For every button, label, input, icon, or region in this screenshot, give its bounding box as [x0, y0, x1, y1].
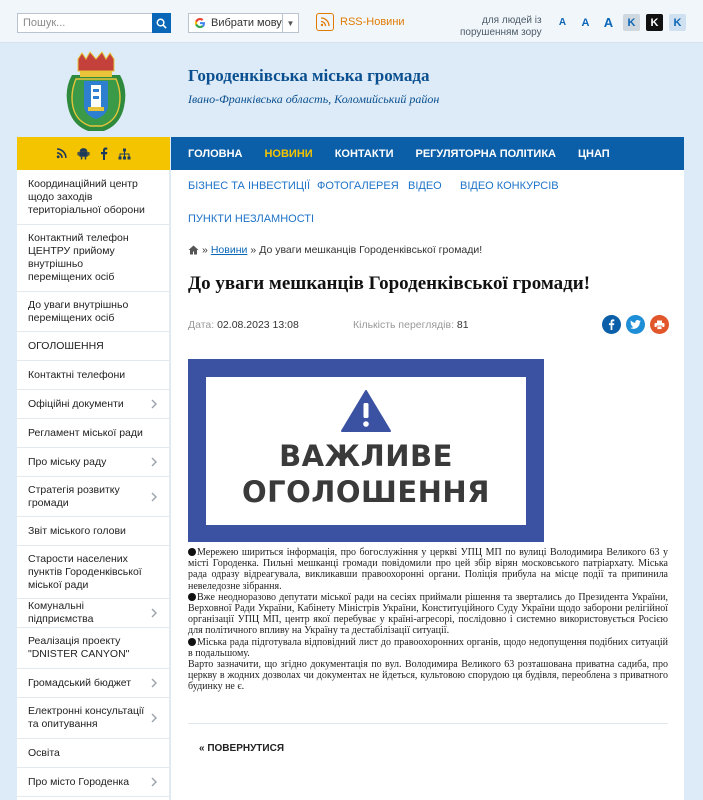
share-twitter-button[interactable]	[626, 315, 645, 334]
breadcrumb-current: До уваги мешканців Городенківської громади!	[259, 244, 483, 256]
chevron-right-icon	[148, 456, 160, 468]
font-medium-button[interactable]: A	[581, 16, 590, 29]
sidebar-item-label: ОГОЛОШЕННЯ	[28, 339, 104, 352]
sidebar-item-elders[interactable]	[17, 546, 169, 599]
facebook-icon[interactable]	[100, 147, 108, 160]
search-button[interactable]	[152, 13, 171, 33]
contrast-default-button[interactable]: K	[623, 14, 640, 31]
accessibility-text-line2: порушенням зору	[460, 27, 542, 38]
sidebar-item-label: Про міську раду	[28, 455, 107, 468]
sidebar-item-label: Електронні консультації та опитування	[28, 705, 145, 730]
banner-title-line1: ВАЖЛИВЕ	[279, 439, 453, 473]
main-content	[171, 170, 684, 800]
share-buttons	[602, 315, 669, 334]
nav-item-news[interactable]: НОВИНИ	[264, 147, 313, 160]
rss-label: RSS-Новини	[340, 16, 405, 28]
sidebar-item-territorial-defense[interactable]	[17, 170, 169, 225]
sidebar-item-label: Комунальні підприємства	[28, 600, 94, 625]
article-date	[188, 319, 299, 331]
chevron-down-icon: ▼	[282, 14, 298, 32]
accessibility-label	[460, 15, 542, 39]
sub-nav-photo-gallery[interactable]: ФОТОГАЛЕРЕЯ	[317, 180, 399, 192]
sidebar-item-label: Офіційні документи	[28, 397, 124, 410]
search-icon	[156, 18, 167, 29]
back-button[interactable]: « ПОВЕРНУТИСЯ	[199, 743, 285, 754]
article-paragraph	[188, 547, 668, 592]
chevron-right-icon	[148, 491, 160, 503]
sub-nav-business[interactable]: БІЗНЕС ТА ІНВЕСТИЦІЇ	[188, 180, 311, 192]
sidebar-item-public-budget[interactable]	[17, 669, 169, 698]
social-bar	[17, 137, 170, 170]
coat-of-arms-logo[interactable]	[62, 49, 130, 134]
bullet-icon	[188, 593, 196, 601]
breadcrumb-news-link[interactable]: Новини	[210, 244, 248, 256]
sidebar-item-idp-phone[interactable]	[17, 225, 169, 292]
date-value: 02.08.2023 13:08	[217, 319, 299, 331]
sidebar-item-label: Регламент міської ради	[28, 426, 143, 439]
chevron-right-icon	[148, 712, 160, 724]
font-small-button[interactable]: A	[558, 17, 567, 28]
sidebar-item-announcements[interactable]	[17, 332, 169, 361]
sidebar-item-label: Про місто Городенка	[28, 775, 130, 788]
sidebar-item-dnister-canyon[interactable]	[17, 628, 169, 669]
sidebar-item-label: Освіта	[28, 746, 60, 759]
twitter-icon	[630, 320, 641, 329]
article-paragraph	[188, 659, 668, 693]
banner-title-line2: ОГОЛОШЕННЯ	[241, 475, 491, 509]
search-box	[17, 13, 171, 33]
sidebar-item-e-consultations[interactable]	[17, 698, 169, 739]
rss-social-icon[interactable]	[56, 148, 67, 159]
chevron-right-icon	[148, 776, 160, 788]
share-facebook-button[interactable]	[602, 315, 621, 334]
nav-item-regulatory-policy[interactable]: РЕГУЛЯТОРНА ПОЛІТИКА	[415, 147, 556, 160]
sidebar-item-contact-phones[interactable]	[17, 361, 169, 390]
facebook-icon	[608, 319, 615, 330]
paragraph-text: Мережею шириться інформація, про богослужіння у церкві УПЦ МП по вулиці Володимира Великого 63 у місті Городенка. Пильні мешканці громади повідомили про цей збір вірян московського патріархату. Міська рада одразу відреагувала, викликавши правоохоронні органи. Поліція прибула на місце події та припинила невеледозне зібрання.	[188, 547, 668, 592]
sidebar-item-label: До уваги внутрішньо переміщених осіб	[28, 298, 129, 324]
main-nav	[171, 137, 684, 170]
top-bar	[0, 0, 703, 43]
sidebar-item-official-documents[interactable]	[17, 390, 169, 419]
breadcrumb	[188, 244, 482, 256]
bullet-icon	[188, 638, 196, 646]
google-icon	[189, 17, 211, 29]
sidebar-item-council-regulations[interactable]	[17, 419, 169, 448]
android-icon[interactable]	[77, 147, 90, 160]
divider	[188, 723, 668, 724]
nav-item-home[interactable]: ГОЛОВНА	[188, 147, 243, 160]
page-title: До уваги мешканців Городенківської громади!	[188, 273, 591, 294]
paragraph-text: Вже неодноразово депутати міської ради на сесіях приймали рішення та звертались до Президента України, Верховної Ради України, Кабінету Міністрів України, Конституційного Суду України щодо заборони релігійної організації УПЦ МП, центр якої перебуває у країні-агресорі, послідовно і системно використовується Росією для політичного впливу на Україну та дестабілізації ситуації.	[188, 591, 668, 637]
sidebar-item-label: Координаційний центр щодо заходів територіальної оборони	[28, 177, 145, 216]
views-value: 81	[456, 319, 469, 331]
sidebar-item-education[interactable]	[17, 739, 169, 768]
rss-link[interactable]	[316, 13, 405, 31]
site-header	[0, 44, 703, 137]
language-select[interactable]	[188, 13, 299, 33]
accessibility-buttons	[554, 14, 686, 31]
sidebar-item-label: Звіт міського голови	[28, 524, 126, 537]
paragraph-text: Варто зазначити, що згідно документація по вул. Володимира Великого 63 розташована приватна садиба, про церкву в жодних дозволах чи документах не йдеться, культовою спорудою ця будівля, переоблена з приватного будинку не є.	[188, 659, 668, 693]
sitemap-icon[interactable]	[118, 148, 131, 160]
sidebar-item-label: Контактні телефони	[28, 368, 126, 381]
rss-icon	[316, 13, 334, 31]
language-label: Вибрати мову	[211, 17, 282, 29]
nav-item-contacts[interactable]: КОНТАКТИ	[334, 147, 394, 160]
warning-icon	[341, 390, 391, 432]
sidebar	[17, 170, 170, 800]
site-title[interactable]: Городенківська міська громада	[188, 66, 430, 85]
date-label: Дата:	[188, 319, 215, 331]
article-body	[188, 547, 668, 693]
sidebar-item-label: Контактний телефон ЦЕНТРУ прийому внутрішньо переміщених осіб	[28, 232, 129, 283]
sidebar-item-about-council[interactable]	[17, 448, 169, 477]
chevron-right-icon	[148, 398, 160, 410]
article-paragraph	[188, 592, 668, 637]
contrast-dark-button[interactable]: K	[646, 14, 663, 31]
chevron-right-icon	[148, 607, 160, 619]
sub-nav-invincibility-points[interactable]: ПУНКТИ НЕЗЛАМНОСТІ	[188, 213, 315, 225]
search-input[interactable]	[18, 14, 152, 32]
accessibility-text-line1: для людей із	[482, 15, 542, 26]
print-icon	[654, 320, 665, 330]
sidebar-item-development-strategy[interactable]	[17, 477, 169, 517]
font-large-button[interactable]: A	[603, 15, 614, 30]
announcement-banner	[188, 359, 544, 542]
paragraph-text: Міська рада підготувала відповідний лист до правоохоронних органів, щодо недопущення подібних ситуацій в подальшому.	[188, 636, 668, 659]
chevron-right-icon	[148, 677, 160, 689]
home-icon[interactable]	[188, 245, 199, 255]
article-views	[353, 319, 469, 331]
breadcrumb-separator: »	[202, 244, 208, 256]
article-paragraph	[188, 637, 668, 659]
sidebar-item-label: Стратегія розвитку громади	[28, 483, 120, 509]
bullet-icon	[188, 548, 196, 556]
breadcrumb-separator: »	[250, 244, 257, 256]
sidebar-item-about-city[interactable]	[17, 768, 169, 797]
sub-nav-video[interactable]: ВІДЕО	[408, 180, 442, 192]
views-label: Кількість переглядів:	[353, 319, 454, 331]
sidebar-item-label: Реалізація проекту "DNISTER CANYON"	[28, 635, 130, 660]
sidebar-item-label: Громадський бюджет	[28, 676, 132, 689]
sidebar-item-idp-notice[interactable]	[17, 292, 169, 332]
nav-item-cnap[interactable]: ЦНАП	[578, 147, 610, 160]
contrast-blue-button[interactable]: K	[669, 14, 686, 31]
banner-inner	[206, 377, 526, 525]
sidebar-item-label: Старости населених пунктів Городенківської міської ради	[28, 552, 142, 591]
sidebar-item-municipal-enterprises[interactable]	[17, 599, 169, 628]
sub-nav-contest-video[interactable]: ВІДЕО КОНКУРСІВ	[460, 180, 559, 192]
print-button[interactable]	[650, 315, 669, 334]
site-subtitle: Івано-Франківська область, Коломийський район	[188, 92, 440, 106]
sidebar-item-mayor-report[interactable]	[17, 517, 169, 546]
